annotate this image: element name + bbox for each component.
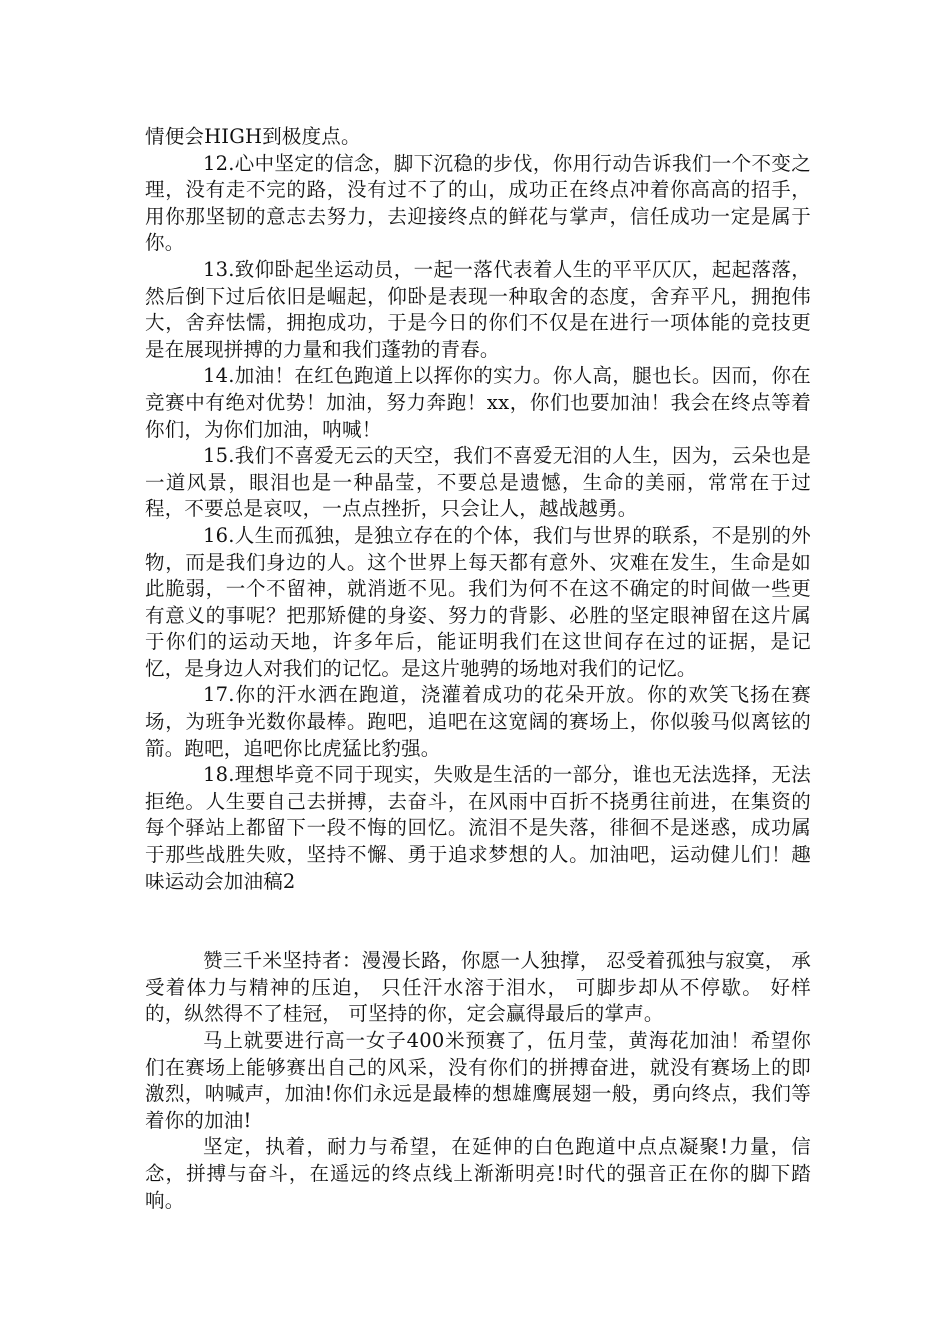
- paragraph-4: 14.加油！在红色跑道上以挥你的实力。你人高，腿也长。因而，你在竞赛中有绝对优势！加油，努力奔跑！xx，你们也要加油！我会在终点等着你们，为你们加油，呐喊！: [145, 364, 811, 441]
- paragraph-3: 13.致仰卧起坐运动员，一起一落代表着人生的平平仄仄，起起落落，然后倒下过后依旧是崛起，仰卧是表现一种取舍的态度，舍弃平凡，拥抱伟大，舍弃怯懦，拥抱成功，于是今日的你们不仅是在进行一项体能的竞技更是在展现拼搏的力量和我们蓬勃的青春。: [145, 257, 811, 361]
- paragraph-7: 17.你的汗水洒在跑道，浇灌着成功的花朵开放。你的欢笑飞扬在赛场，为班争光数你最棒。跑吧，追吧在这宽阔的赛场上，你似骏马似离铉的箭。跑吧，追吧你比虎猛比豹强。: [145, 683, 811, 760]
- paragraph-9: 赞三千米坚持者：漫漫长路，你愿一人独撑， 忍受着孤独与寂寞， 承受着体力与精神的压迫， 只任汗水溶于泪水， 可脚步却从不停歇。 好样的，纵然得不了桂冠， 可坚持的你，定会赢得最后的掌声。: [145, 949, 811, 1026]
- paragraph-8: 18.理想毕竟不同于现实，失败是生活的一部分，谁也无法选择，无法拒绝。人生要自己去拼搏，去奋斗，在风雨中百折不挠勇往前进，在集资的每个驿站上都留下一段不悔的回忆。流泪不是失落，徘徊不是迷惑，成功属于那些战胜失败，坚持不懈、勇于追求梦想的人。加油吧，运动健儿们！趣味运动会加油稿2: [145, 763, 811, 893]
- document-body: [145, 124, 811, 1214]
- paragraph-5: 15.我们不喜爱无云的天空，我们不喜爱无泪的人生，因为，云朵也是一道风景，眼泪也是一种晶莹，不要总是遗憾，生命的美丽，常常在于过程，不要总是哀叹，一点点挫折，只会让人，越战越勇。: [145, 444, 811, 521]
- paragraph-10: 马上就要进行高一女子400米预赛了，伍月莹，黄海花加油！希望你们在赛场上能够赛出自己的风采，没有你们的拼搏奋进，就没有赛场上的即激烈，呐喊声，加油!你们永远是最棒的想雄鹰展翅一般，勇向终点，我们等着你的加油!: [145, 1029, 811, 1132]
- paragraph-1: 情便会HIGH到极度点。: [145, 125, 361, 148]
- paragraph-6: 16.人生而孤独，是独立存在的个体，我们与世界的联系，不是别的外物，而是我们身边的人。这个世界上每天都有意外、灾难在发生，生命是如此脆弱，一个不留神，就消逝不见。我们为何不在这不确定的时间做一些更有意义的事呢？把那矫健的身姿、努力的背影、必胜的坚定眼神留在这片属于你们的运动天地，许多年后，能证明我们在这世间存在过的证据，是记忆，是身边人对我们的记忆。是这片驰骋的场地对我们的记忆。: [145, 523, 811, 680]
- paragraph-11: 坚定，执着，耐力与希望，在延伸的白色跑道中点点凝聚!力量，信念，拼搏与奋斗，在遥远的终点线上渐渐明亮!时代的强音正在你的脚下踏响。: [145, 1135, 811, 1212]
- section-gap: [145, 895, 811, 948]
- paragraph-2: 12.心中坚定的信念，脚下沉稳的步伐，你用行动告诉我们一个不变之理，没有走不完的路，没有过不了的山，成功正在终点冲着你高高的招手，用你那坚韧的意志去努力，去迎接终点的鲜花与掌声，信任成功一定是属于你。: [145, 151, 811, 255]
